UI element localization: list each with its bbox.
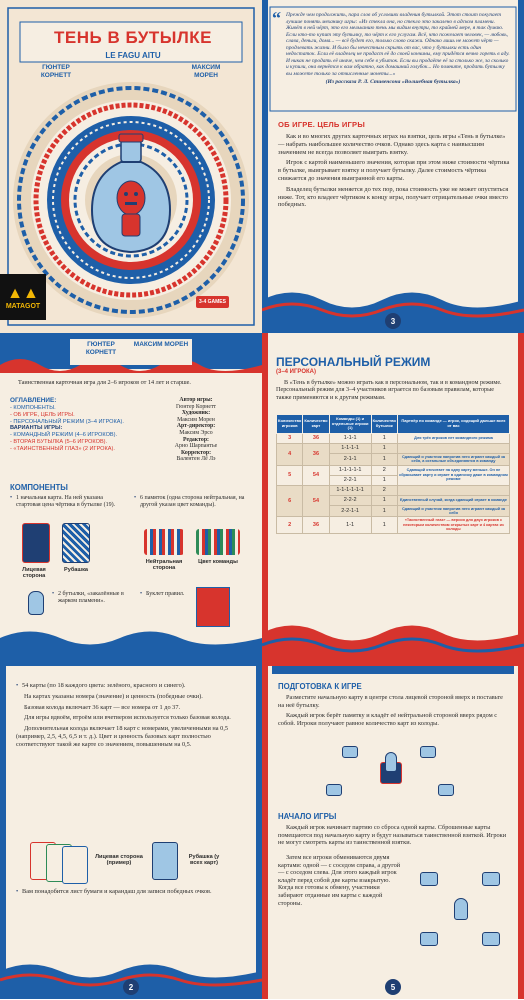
intro-text: Таинственная карточная игра для 2–6 игроков от 14 лет и старше.	[18, 379, 191, 386]
caption-face: Лицевая сторона	[22, 567, 46, 580]
card	[482, 872, 500, 886]
cell-bottles: 1	[371, 517, 397, 533]
table-header: Количество бутылок	[371, 415, 397, 434]
credit-role: Автор игры:	[179, 397, 213, 403]
component-booklet	[140, 591, 190, 598]
cover-subtitle: LE FAGU AITU	[105, 51, 161, 60]
credit-role: Арт-директор:	[176, 423, 216, 430]
personal-mode-intro	[276, 379, 510, 404]
paper-bullet: • Вам понадобится лист бумаги и карандаш для записи победных очков.	[16, 888, 246, 896]
caption-back: Рубашка	[64, 567, 88, 573]
setup-title: ПОДГОТОВКА К ИГРЕ	[278, 682, 362, 691]
section-title-about: ОБ ИГРЕ. ЦЕЛЬ ИГРЫ	[278, 120, 365, 129]
table-header: Количество игроков	[277, 415, 303, 434]
rules-page-1	[0, 333, 262, 666]
author-2-line-2: МОРЕН	[194, 71, 218, 79]
card	[482, 932, 500, 946]
table-row	[277, 433, 510, 443]
card-back-image	[152, 842, 178, 880]
credit-entry	[140, 450, 252, 463]
cell-players: 2	[277, 517, 303, 533]
booklet-image	[196, 587, 230, 627]
bottle-icon	[28, 591, 44, 615]
card	[420, 746, 436, 758]
cover-author-1	[26, 64, 86, 79]
personal-mode-subtitle: (3–4 ИГРОКА)	[276, 369, 316, 375]
cell-note: Сдающий и участник напротив него играют каждый за себя, а остальные объединяются в команду	[397, 453, 509, 465]
toc-title: ОГЛАВЛЕНИЕ:	[10, 397, 57, 404]
start-para-1: Каждый игрок начинает партию со сброса одной карты. Сброшенные карты помещаются под начальную карту и будут называться таинственной взяткой. Игроки не могут смотреть карты из таинственной взятки.	[278, 824, 507, 847]
cell-teams: 2-2-2	[329, 495, 371, 505]
credit-name: Валентен Лё Лэ	[176, 456, 216, 463]
cell-bottles: 1	[371, 433, 397, 443]
start-section	[278, 812, 510, 850]
cell-note: Единственный случай, когда сдающий играет в команде	[397, 495, 509, 505]
personal-mode-header	[276, 355, 510, 375]
cell-teams: 1-1-1-1	[329, 443, 371, 453]
toc	[10, 397, 130, 453]
personal-mode-title: ПЕРСОНАЛЬНЫЙ РЕЖИМ	[276, 355, 431, 369]
component-text: • 1 начальная карта. На ней указана стартовая цена чёртика в бутылке (19).	[10, 495, 128, 509]
table-row	[277, 465, 510, 475]
author-2-line-1: МАКСИМ	[191, 64, 221, 71]
cover-page	[0, 0, 262, 333]
setup-section	[278, 682, 510, 730]
toc-item[interactable]: - ВТОРАЯ БУТЫЛКА (5–6 ИГРОКОВ).	[10, 438, 108, 445]
author-1: ГЮНТЕР КОРНЕТТ	[85, 341, 117, 356]
table-header: Команды (1) и отдельные игроки (1)	[329, 415, 371, 434]
cell-bottles: 1	[371, 443, 397, 453]
toc-item[interactable]: - «ТАИНСТВЕННЫЙ ГЛАЗ» (2 ИГРОКА).	[10, 445, 115, 452]
start-para-2: Затем все игроки обмениваются двумя картами: одной — с соседом справа, а другой — с соседом слева. Для этого каждый игрок кладёт перед собой две карты взакрытую. Когда все готовы к обмену, участники забирают отданные им карты с каждой стороны.	[278, 854, 401, 907]
author-2: МАКСИМ МОРЕН	[133, 341, 189, 348]
players-badge	[196, 296, 229, 308]
cell-teams: 2-2-1-1	[329, 505, 371, 517]
cell-teams: 1-1-1	[329, 433, 371, 443]
credit-name: Гюнтер Корнетт	[175, 403, 217, 410]
cell-teams: 1-1-1-1-1	[329, 465, 371, 475]
cell-note: «Таинственный глаз» — версия для двух игроков с некоторым количеством открытых карт и 4 картах из колоды	[397, 517, 509, 533]
cards-bullet: • 54 карты (по 18 каждого цвета: зелёного, красного и синего).	[16, 682, 246, 690]
about-para-3: Владелец бутылки меняется до тех пор, пока стоимость уже не может опуститься ниже. Тот, кто владеет чёртиком к концу игры, получает отрицательные очки вместо победных.	[278, 185, 509, 209]
cell-cards: 36	[303, 433, 329, 443]
cell-cards: 36	[303, 517, 329, 533]
players-badge-text: 3-4 GAMES	[199, 299, 226, 305]
component-start-card	[10, 495, 128, 509]
toc-variants-label: ВАРИАНТЫ ИГРЫ:	[10, 425, 63, 432]
page-number: 5	[385, 979, 401, 995]
cell-note	[397, 485, 509, 495]
card-face-example-blue	[62, 846, 88, 884]
cards-section	[16, 682, 246, 752]
component-text: • 6 памяток (одна сторона нейтральная, на другой указан цвет команды).	[134, 495, 252, 509]
exchange-section	[278, 854, 406, 910]
toc-item[interactable]: - ОБ ИГРЕ, ЦЕЛЬ ИГРЫ.	[10, 411, 75, 418]
cell-players: 5	[277, 465, 303, 485]
reminder-neutral-image	[144, 529, 184, 555]
about-para-1: Как и во многих других карточных играх на взятки, цель игры «Тень в бутылке» — набрать наибольшее количество очков. Однако здесь карта с наивысшим значением не всегда позволяет выиграть взятку.	[278, 133, 506, 156]
start-card-back-image	[62, 523, 90, 563]
cell-note: Сдающий и участник напротив него играют каждый за себя	[397, 505, 509, 517]
caption-neutral: Нейтральная сторона	[145, 559, 183, 572]
cover-author-2	[176, 64, 236, 79]
toc-item[interactable]: - ПЕРСОНАЛЬНЫЙ РЕЖИМ (3–4 ИГРОКА).	[10, 418, 124, 425]
cell-cards: 54	[303, 465, 329, 485]
component-bottles	[52, 591, 132, 605]
personal-mode-para: В «Тень в бутылке» можно играть как в персональном, так и в командном режиме. Персональный режим для 3–4 участников играется по базовым правилам, которые также применяются и к другим режимам.	[276, 379, 502, 401]
cell-note: Сдающий отсчитает на одну карту меньше. Он не сбрасывает карту и играет в одиночку даже в командном режиме	[397, 465, 509, 485]
table-row	[277, 443, 510, 453]
rules-page-2	[0, 666, 262, 999]
start-title: НАЧАЛО ИГРЫ	[278, 812, 337, 821]
quote-source: (Из рассказа Р. Л. Стивенсона «Волшебная бутылка»)	[325, 79, 461, 85]
credit-name: Максим Морен	[177, 416, 215, 423]
component-reminders	[134, 495, 252, 509]
components-section	[10, 483, 252, 492]
reminder-team-image	[196, 529, 240, 555]
bottle-icon	[454, 898, 468, 920]
cards-para-3: Для игры вдвоём, втроём или вчетвером используется только базовая колода.	[24, 714, 231, 722]
credit-name: Арно Шарпантье	[174, 443, 218, 450]
table-header-row	[277, 415, 510, 434]
cell-bottles: 2	[371, 465, 397, 475]
rules-page-4	[262, 333, 524, 666]
caption-team: Цвет команды	[198, 559, 238, 565]
cell-players: 6	[277, 485, 303, 517]
paper-note	[16, 888, 246, 896]
credit-role: Редактор:	[183, 436, 209, 443]
cell-cards: 36	[303, 443, 329, 465]
credit-name: Максим Эрсо	[179, 429, 213, 436]
caption-back-all: Рубашка (у всех карт)	[188, 854, 220, 867]
toc-item[interactable]: - КОМАНДНЫЙ РЕЖИМ (4–6 ИГРОКОВ).	[10, 432, 118, 439]
author-1-line-1: ГЮНТЕР	[42, 64, 70, 71]
rules-page-5	[262, 666, 524, 999]
quote-text: Прежде чем продолжить, пара слов об условиях владения бутылкой. Этот стоит покупает лучшие понять механику игры: «Из стекла она, но стекло это закалено в адском пламени. Живёт в ней чёрт, это его мельканию тень мы видим внутри, то крайней мере, я так думаю. Если кто-то купит эту бутылку, то чёрт к его услугам. Всё, что пожелает человек, — любовь, слава, деньги, дома... — всё будет его, только слово скажи. Однако лишь не может чёрт — продлевать жизни. И было бы нечестным скрыть от вас, что у бутылки есть один недостаток. Если её владелец не продаст её до своей кончины, ему придётся вечно гореть в аду. И никак не продать её иначе, чем себе в убыток. Если вы продаёте её за столько же, за сколько и купили, она вернётся к вам обратно, как домашний голубок... Но помните, продать бутылку вы можете только за отчисленные монеты...»	[286, 12, 510, 77]
cards-para-4: Дополнительная колода включает 18 карт с номерами, увеличенными на 0,5 (например, 2,5, 4,5, 6,5 и т. д.). Цвет и ценность базовых карт полностью соответствуют такой же карте со значением, повышенным на 0,5.	[16, 725, 229, 748]
author-1-line-2: КОРНЕТТ	[40, 71, 72, 79]
about-para-2: Игрок с картой наименьшего значения, которая при этом ниже стоимости чёртика в бутылке, выигрывает взятку и получает бутылку. Далее стоимость чёртика снижается до значения выигранной его карты.	[278, 159, 510, 182]
cards-para-2: Базовая колода включает 36 карт — все номера от 1 до 37.	[24, 703, 181, 711]
cell-bottles: 1	[371, 495, 397, 505]
credit-role: Художник:	[181, 410, 211, 417]
cell-teams: 2-2-1	[329, 475, 371, 485]
cell-cards: 54	[303, 485, 329, 517]
component-text: • Буклет правил.	[140, 591, 190, 598]
cards-para-1: На картах указаны номера (значение) и ценность (победные очки).	[24, 692, 203, 700]
modes-table-wrap	[276, 414, 510, 534]
components-title: КОМПОНЕНТЫ	[10, 483, 68, 492]
table-row	[277, 485, 510, 495]
credit-entry	[140, 410, 252, 423]
cell-bottles: 2	[371, 485, 397, 495]
quote-block	[272, 8, 510, 86]
rules-page-3	[262, 0, 524, 333]
page-number: 2	[123, 979, 139, 995]
caption-face-example: Лицевая сторона (пример)	[95, 854, 143, 867]
setup-para-2: Каждый игрок берёт памятку и кладёт её нейтральной стороной вверх рядом с собой. Игроки получают равное количество карт из колоды.	[278, 712, 498, 727]
card	[420, 932, 438, 946]
credit-entry	[140, 423, 252, 436]
cell-players: 3	[277, 433, 303, 443]
credits	[140, 397, 252, 463]
about-section	[278, 120, 510, 212]
card	[342, 746, 358, 758]
cat-icon: ▲▲	[7, 284, 39, 302]
cell-note	[397, 443, 509, 453]
cell-teams: 1-1-1-1-1-1	[329, 485, 371, 495]
toc-item[interactable]: - КОМПОНЕНТЫ.	[10, 405, 56, 411]
publisher-name: MATAGOT	[5, 302, 41, 310]
publisher-logo	[0, 274, 46, 320]
bottle-icon	[385, 752, 397, 772]
table-header: Партнёр по команде — игрок, сидящий дальше всех от вас	[397, 415, 509, 434]
component-text: • 2 бутылки, «закалённые в жарком пламени».	[52, 591, 132, 605]
quote-mark-icon: “	[272, 8, 281, 28]
cell-teams: 1-1	[329, 517, 371, 533]
cell-teams: 2-1-1	[329, 453, 371, 465]
card	[420, 872, 438, 886]
page-number: 3	[385, 313, 401, 329]
setup-illustration	[322, 744, 462, 804]
cover-title: ТЕНЬ В БУТЫЛКЕ	[54, 28, 212, 47]
credit-entry	[140, 437, 252, 450]
credit-role: Корректор:	[181, 449, 211, 456]
card	[438, 784, 454, 796]
table-row	[277, 517, 510, 533]
table-header: Количество карт	[303, 415, 329, 434]
cell-note: Для трёх игроков нет командного режима	[397, 433, 509, 443]
start-card-face-image	[22, 523, 50, 563]
intro-block	[10, 379, 252, 389]
modes-table	[276, 414, 510, 534]
card	[326, 784, 342, 796]
cell-bottles: 1	[371, 453, 397, 465]
setup-para-1: Разместите начальную карту в центре стола лицевой стороной вверх и поставьте на неё бутылку.	[278, 694, 503, 709]
exchange-illustration	[414, 862, 510, 972]
cell-bottles: 1	[371, 505, 397, 517]
cell-players: 4	[277, 443, 303, 465]
credit-entry	[140, 397, 252, 410]
cell-bottles: 1	[371, 475, 397, 485]
